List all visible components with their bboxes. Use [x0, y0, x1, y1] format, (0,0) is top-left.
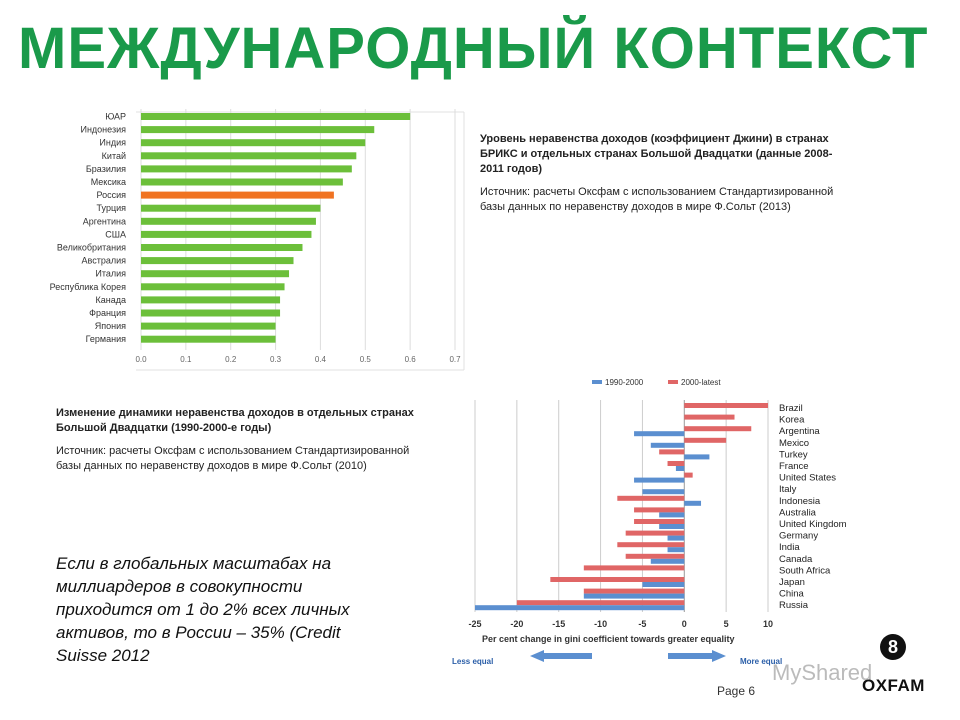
page-title: МЕЖДУНАРОДНЫЙ КОНТЕКСТ	[18, 16, 929, 81]
more-equal-arrow-icon	[668, 650, 726, 662]
watermark-text: MyShared	[772, 660, 873, 685]
change-x-tick-label: 5	[723, 619, 729, 629]
gini-category-label: Япония	[94, 321, 126, 332]
change-x-tick-label: -10	[594, 619, 608, 629]
change-bar-1990-2000	[642, 489, 684, 494]
gini-x-tick-label: 0.4	[314, 355, 326, 364]
change-x-tick-label: 0	[681, 619, 687, 629]
change-category-label: Argentina	[779, 426, 820, 438]
change-bar-2000-latest	[684, 415, 734, 420]
change-bar-2000-latest	[517, 600, 684, 605]
change-bar-2000-latest	[584, 565, 684, 570]
gini-x-tick-label: 0.7	[449, 355, 461, 364]
change-category-label: United Kingdom	[779, 519, 847, 530]
change-category-label: India	[779, 542, 800, 554]
gini-category-label: Россия	[96, 190, 126, 201]
legend-swatch-2000-latest	[668, 380, 678, 384]
change-category-label: South Africa	[779, 565, 831, 577]
change-category-label: Italy	[779, 484, 797, 496]
gini-x-tick-label: 0.3	[270, 355, 282, 364]
oxfam-logo-icon: 8	[880, 634, 906, 660]
change-category-label: Germany	[779, 530, 819, 542]
change-category-label: Canada	[779, 553, 813, 565]
change-bar-1990-2000	[651, 443, 684, 448]
change-bar-1990-2000	[684, 454, 709, 459]
gini-category-label: Германия	[85, 334, 126, 345]
change-bar-2000-latest	[634, 519, 684, 524]
change-category-label: Indonesia	[779, 495, 821, 507]
change-bar-2000-latest	[634, 507, 684, 512]
change-x-tick-label: -20	[510, 619, 524, 629]
gini-category-label: Франция	[89, 308, 126, 318]
legend-label-1990-2000: 1990-2000	[605, 378, 644, 387]
gini-category-label: Италия	[95, 268, 126, 279]
change-x-tick-label: -15	[552, 619, 566, 629]
oxfam-logo[interactable]	[862, 632, 924, 698]
change-x-tick-label: 10	[762, 619, 774, 629]
chart2-heading: Изменение динамики неравенства доходов в отдельных странах Большой Двадцатки (1990-2000-е годы)	[56, 407, 414, 434]
change-bar-2000-latest	[584, 589, 684, 594]
change-bar-2000-latest	[617, 542, 684, 547]
gini-category-label: Мексика	[90, 177, 126, 187]
change-bar-2000-latest	[617, 496, 684, 501]
gini-category-label: США	[105, 229, 126, 240]
change-category-label: China	[779, 588, 804, 600]
more-equal-label: More equal	[740, 657, 783, 666]
change-bar-2000-latest	[668, 461, 685, 466]
change-category-label: Japan	[779, 577, 805, 588]
less-equal-label: Less equal	[452, 657, 494, 666]
change-bar-1990-2000	[668, 536, 685, 541]
change-bar-1990-2000	[684, 501, 701, 506]
change-bar-1990-2000	[475, 605, 684, 610]
legend-label-2000-latest: 2000-latest	[681, 378, 721, 387]
gini-x-tick-label: 0.0	[135, 355, 147, 364]
change-bar-2000-latest	[684, 426, 751, 431]
gini-category-label: Аргентина	[82, 216, 126, 227]
change-bar-1990-2000	[651, 559, 684, 564]
chart1-description	[480, 132, 850, 215]
change-category-label: Australia	[779, 507, 816, 519]
change-bar-2000-latest	[550, 577, 684, 582]
change-bar-1990-2000	[668, 547, 685, 552]
change-bar-1990-2000	[634, 478, 684, 483]
gini-category-label: Канада	[95, 294, 126, 305]
gini-category-label: Великобритания	[56, 242, 126, 253]
oxfam-logo-text: OXFAM	[862, 676, 925, 695]
change-x-tick-label: -5	[638, 619, 647, 629]
chart2-description	[56, 406, 416, 474]
change-x-tick-label: -25	[468, 619, 482, 629]
change-bar-2000-latest	[684, 473, 692, 478]
gini-category-label: Австралия	[81, 255, 126, 266]
page-number: Page 6	[717, 684, 756, 698]
change-bar-1990-2000	[659, 524, 684, 529]
change-bar-1990-2000	[634, 431, 684, 436]
gini-category-label: Индия	[99, 137, 126, 148]
gini-category-label: Китай	[101, 150, 126, 161]
chart2-source: Источник: расчеты Оксфам с использованием Стандартизированной базы данных по неравенству доходов в мире Ф.Сольт (2010)	[56, 445, 410, 472]
change-bar-1990-2000	[676, 466, 684, 471]
change-bar-1990-2000	[584, 594, 684, 599]
change-x-axis-title: Per cent change in gini coefficient towards greater equality	[482, 634, 735, 644]
gini-x-tick-label: 0.6	[404, 355, 416, 364]
gini-category-label: Республика Корея	[49, 281, 126, 292]
gini-category-label: Индонезия	[80, 124, 126, 135]
gini-x-tick-label: 0.5	[359, 355, 371, 364]
change-category-label: Mexico	[779, 437, 810, 449]
gini-category-label: Бразилия	[85, 163, 126, 174]
change-category-label: Turkey	[779, 449, 808, 461]
change-category-label: Brazil	[779, 403, 803, 414]
chart1-heading: Уровень неравенства доходов (коэффициент Джини) в странах БРИКС и отдельных странах Большой Двадцатки (данные 2008-2011 годов)	[480, 133, 833, 175]
change-category-label: Korea	[779, 414, 805, 426]
chart1-source: Источник: расчеты Оксфам с использованием Стандартизированной базы данных по неравенству доходов в мире Ф.Сольт (2013)	[480, 186, 834, 213]
gini-category-label: Турция	[96, 203, 126, 214]
change-bar-2000-latest	[684, 403, 768, 408]
legend-swatch-1990-2000	[592, 380, 602, 384]
less-equal-arrow-icon	[530, 650, 592, 662]
change-bar-2000-latest	[626, 531, 685, 536]
change-bar-2000-latest	[684, 438, 726, 443]
change-category-label: Russia	[779, 600, 809, 612]
change-bar-2000-latest	[626, 554, 685, 559]
quote-text: Если в глобальных масштабах на миллиардеров в совокупности приходится от 1 до 2% всех личных активов, то в России – 35% (Credit Suisse 2012	[56, 554, 350, 665]
change-category-label: United States	[779, 472, 837, 484]
change-bar-2000-latest	[659, 449, 684, 454]
gini-category-label: ЮАР	[105, 111, 126, 122]
change-bar-1990-2000	[659, 512, 684, 517]
gini-x-tick-label: 0.2	[225, 355, 237, 364]
change-category-label: France	[779, 461, 809, 472]
gini-x-tick-label: 0.1	[180, 355, 192, 364]
change-bar-1990-2000	[642, 582, 684, 587]
